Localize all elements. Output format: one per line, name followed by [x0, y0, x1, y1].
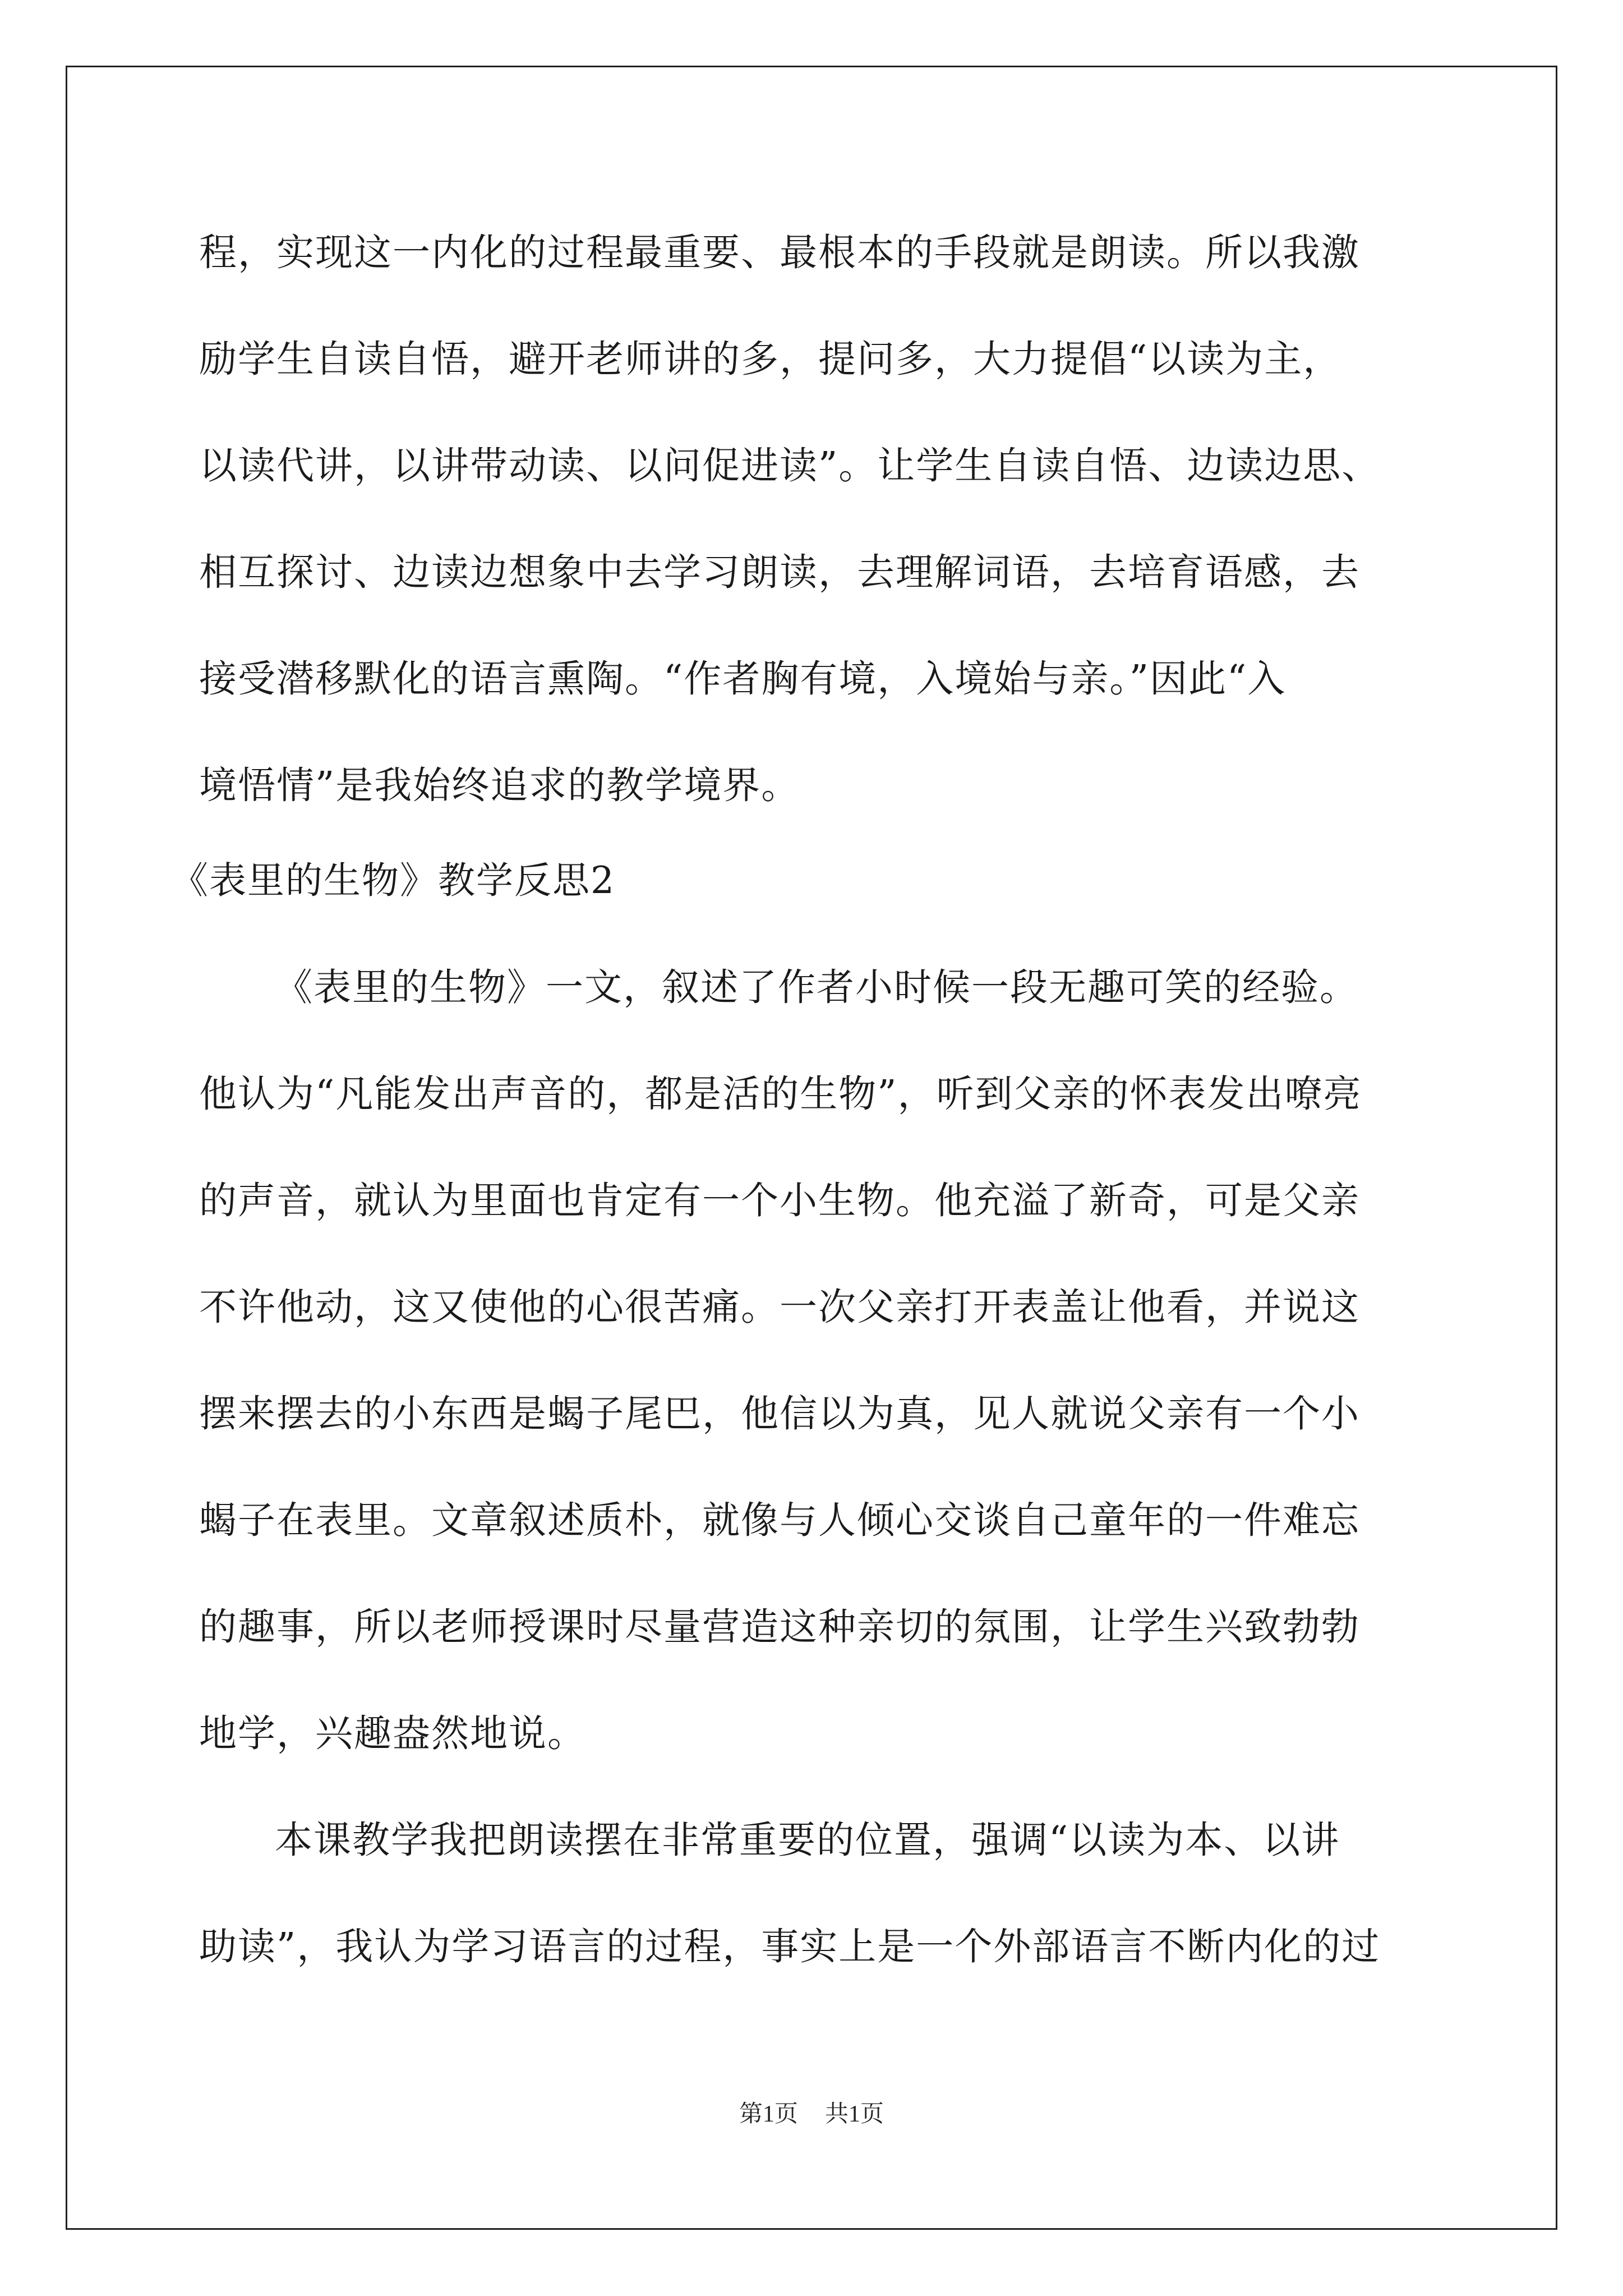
body-line: 境悟情”是我始终追求的教学境界。 — [199, 763, 800, 807]
body-line: 的趣事，所以老师授课时尽量营造这种亲切的氛围，让学生兴致勃勃 — [199, 1605, 1360, 1649]
body-line: 摆来摆去的小东西是蝎子尾巴，他信以为真，见人就说父亲有一个小 — [199, 1392, 1360, 1435]
body-line: 助读”，我认为学习语言的过程，事实上是一个外部语言不断内化的过 — [199, 1925, 1381, 1968]
page-number: 第1页 — [739, 2101, 798, 2127]
body-line: 以读代讲，以讲带动读、以问促进读”。让学生自读自悟、边读边思、 — [199, 444, 1381, 487]
body-line: 蝎子在表里。文章叙述质朴，就像与人倾心交谈自己童年的一件难忘 — [199, 1498, 1360, 1542]
page-border — [66, 66, 1557, 2230]
body-line: 的声音，就认为里面也肯定有一个小生物。他充溢了新奇，可是父亲 — [199, 1179, 1360, 1222]
paragraph-first-line: 本课教学我把朗读摆在非常重要的位置，强调“以读为本、以讲 — [275, 1818, 1340, 1862]
page-total: 共1页 — [825, 2101, 884, 2127]
section-heading: 《表里的生物》教学反思2 — [171, 859, 615, 902]
paragraph-first-line: 《表里的生物》一文，叙述了作者小时候一段无趣可笑的经验。 — [275, 965, 1358, 1009]
body-line: 励学生自读自悟，避开老师讲的多，提问多，大力提倡“以读为主， — [199, 337, 1342, 381]
body-line: 地学，兴趣盎然地说。 — [199, 1711, 586, 1755]
body-line: 接受潜移默化的语言熏陶。“作者胸有境，入境始与亲。”因此“入 — [199, 657, 1287, 701]
body-line: 不许他动，这又使他的心很苦痛。一次父亲打开表盖让他看，并说这 — [199, 1285, 1360, 1329]
body-line: 相互探讨、边读边想象中去学习朗读，去理解词语，去培育语感，去 — [199, 550, 1360, 594]
body-line: 程，实现这一内化的过程最重要、最根本的手段就是朗读。所以我激 — [199, 231, 1360, 274]
page-footer — [0, 2095, 1623, 2129]
body-line: 他认为“凡能发出声音的，都是活的生物”，听到父亲的怀表发出嘹亮 — [199, 1072, 1362, 1116]
